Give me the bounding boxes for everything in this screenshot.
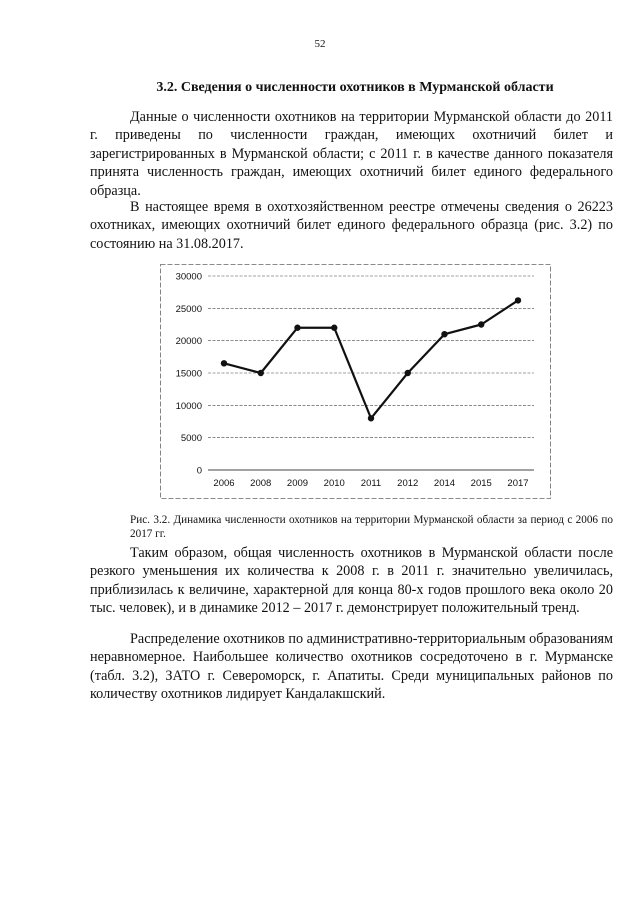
data-point	[368, 415, 374, 421]
hunters-line-chart	[160, 260, 552, 500]
data-point	[258, 370, 264, 376]
chart-svg	[160, 260, 552, 500]
x-tick-label: 2009	[286, 478, 309, 489]
paragraph-conclusion: Таким образом, общая численность охотников в Мурманской области после резкого уменьшения их количества к 2008 г. в 2011 г. значительно увеличилась, приблизилась к величине, характерной для конца 80-х годов прошлого века около 20 тыс. человек), и в динамике 2012 – 2017 г. демонстрирует положительный тренд.	[90, 545, 613, 617]
x-tick-label: 2008	[250, 478, 272, 489]
x-tick-label: 2014	[433, 478, 456, 489]
y-tick-label: 0	[196, 465, 202, 477]
paragraph-distribution: Распределение охотников по административно-территориальным образованиям неравномерное. Наибольшее количество охотников сосредоточено в г. Мурманске (табл. 3.2), ЗАТО г. Североморск, г. Апатиты. Среди муниципальных районов по количеству охотников лидирует Кандалакшский.	[90, 631, 613, 703]
data-point	[221, 360, 227, 366]
data-point	[515, 297, 521, 303]
section-heading: 3.2. Сведения о численности охотников в Мурманской области	[156, 80, 554, 95]
figure-caption: Рис. 3.2. Динамика численности охотников на территории Мурманской области за период с 2006 по 2017 гг.	[130, 514, 613, 540]
data-point	[441, 331, 447, 337]
y-tick-label: 30000	[175, 271, 202, 283]
data-point	[478, 321, 484, 327]
x-tick-label: 2017	[507, 478, 529, 489]
y-tick-label: 10000	[175, 400, 202, 412]
data-point	[331, 325, 337, 331]
y-tick-label: 25000	[175, 303, 202, 315]
paragraph-intro: Данные о численности охотников на территории Мурманской области до 2011 г. приведены по численности граждан, имеющих охотничий билет и зарегистрированных в Мурманской области; с 2011 г. в качестве данного показателя принята численность граждан, имеющих охотничий билет единого федерального образца.	[90, 109, 613, 199]
paragraph-registry: В настоящее время в охотхозяйственном реестре отмечены сведения о 26223 охотниках, имеющих охотничий билет единого федерального образца (рис. 3.2) по состоянию на 31.08.2017.	[90, 199, 613, 252]
series-points	[221, 297, 521, 421]
x-tick-label: 2006	[213, 478, 235, 489]
x-tick-label: 2010	[323, 478, 345, 489]
page-number: 52	[314, 38, 326, 50]
y-tick-label: 5000	[180, 433, 202, 445]
x-tick-label: 2011	[360, 478, 382, 489]
data-point	[405, 370, 411, 376]
y-tick-label: 20000	[175, 336, 202, 348]
x-tick-label: 2015	[470, 478, 492, 489]
data-point	[294, 325, 300, 331]
y-axis-labels	[176, 272, 202, 477]
y-tick-label: 15000	[175, 368, 202, 380]
x-axis-labels	[213, 478, 528, 489]
x-tick-label: 2012	[397, 478, 419, 489]
series-line	[224, 300, 518, 418]
